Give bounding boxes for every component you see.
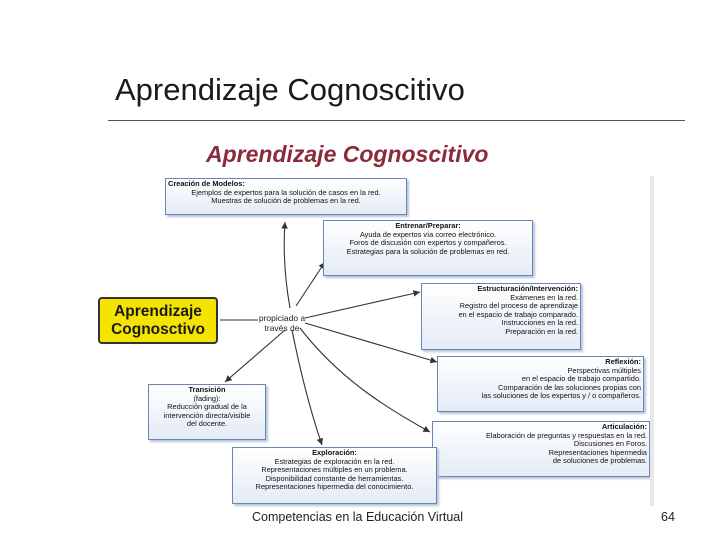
box-estructuracion-header: Estructuración/Intervención: [477, 284, 578, 293]
box-exploracion-line: Estrategias de exploración en la red. [274, 456, 395, 466]
box-exploracion-header: Exploración: [312, 448, 357, 457]
box-reflexion-line: Comparación de las soluciones propias con [498, 382, 641, 392]
arrow-entrenar [296, 262, 325, 306]
box-entrenar-line: Ayuda de expertos vía correo electrónico. [359, 229, 497, 239]
arrow-exploracion [292, 330, 322, 445]
box-creacion-header: Creación de Modelos: [168, 179, 245, 188]
box-articulacion-line: Discusiones en Foros. [573, 439, 647, 449]
diagram-title: Aprendizaje Cognoscitivo [206, 141, 489, 167]
arrow-transicion [225, 330, 285, 382]
box-transicion [148, 384, 266, 440]
box-estructuracion-intervencion [421, 283, 581, 350]
box-reflexion [437, 356, 644, 412]
box-transicion-line: Reducción gradual de la [167, 402, 247, 412]
box-entrenar-preparar [323, 220, 533, 276]
box-reflexion-line: las soluciones de los expertos y / o compañeros. [481, 391, 641, 401]
box-creacion-modelos [165, 178, 407, 215]
arrow-creacion [284, 222, 290, 308]
box-entrenar-line: Estrategias para la solución de problemas en red. [346, 246, 510, 256]
box-transicion-line: (fading): [193, 393, 221, 403]
box-creacion-line: Muestras de solución de problemas en la red. [211, 196, 361, 206]
box-reflexion-line: Perspectivas múltiples [567, 365, 641, 375]
box-estructuracion-line: Exámenes en la red. [510, 292, 578, 302]
box-reflexion-header: Reflexión: [605, 357, 641, 366]
image-frame-edge [650, 176, 654, 506]
box-exploracion-line: Disponibilidad constante de herramientas. [265, 473, 404, 483]
page-number: 64 [661, 510, 675, 524]
box-exploracion-line: Representaciones múltiples en un problema. [261, 465, 408, 475]
box-articulacion-line: Representaciones hipermedia [548, 447, 647, 457]
slide-title: Aprendizaje Cognoscitivo [115, 72, 465, 107]
box-transicion-header: Transición [188, 385, 226, 394]
box-articulacion [432, 421, 650, 477]
connector-label-line: propiciado a [258, 313, 306, 323]
box-estructuracion-line: Preparación en la red. [505, 326, 578, 336]
central-concept [98, 297, 218, 344]
connector-label [258, 313, 306, 333]
arrow-estructuracion [305, 292, 420, 318]
box-estructuracion-line: Registro del proceso de aprendizaje [459, 301, 578, 311]
box-creacion-line: Ejemplos de expertos para la solución de casos en la red. [191, 187, 381, 197]
box-exploracion-line: Representaciones hipermedia del conocimiento. [255, 482, 414, 492]
box-estructuracion-line: Instrucciones en la red. [501, 318, 578, 328]
box-entrenar-line: Foros de discusión con expertos y compañeros. [349, 238, 507, 248]
box-articulacion-header: Articulación: [601, 422, 647, 431]
arrow-articulacion [300, 328, 430, 432]
box-articulacion-line: Elaboración de preguntas y respuestas en la red. [485, 430, 647, 440]
box-exploracion [232, 447, 437, 504]
box-articulacion-line: de soluciones de problemas. [552, 456, 647, 466]
box-transicion-line: intervención directa/visible [163, 410, 251, 420]
central-concept-line: Aprendizaje [114, 303, 202, 320]
connector-label-line: través de [264, 323, 300, 333]
slide-footer: Competencias en la Educación Virtual [252, 510, 464, 524]
box-estructuracion-line: en el espacio de trabajo comparado. [458, 309, 578, 319]
box-transicion-line: del docente. [186, 419, 228, 429]
box-reflexion-line: en el espacio de trabajo compartido. [521, 374, 641, 384]
central-concept-line: Cognosctivo [111, 321, 205, 338]
box-entrenar-header: Entrenar/Preparar: [395, 221, 461, 230]
